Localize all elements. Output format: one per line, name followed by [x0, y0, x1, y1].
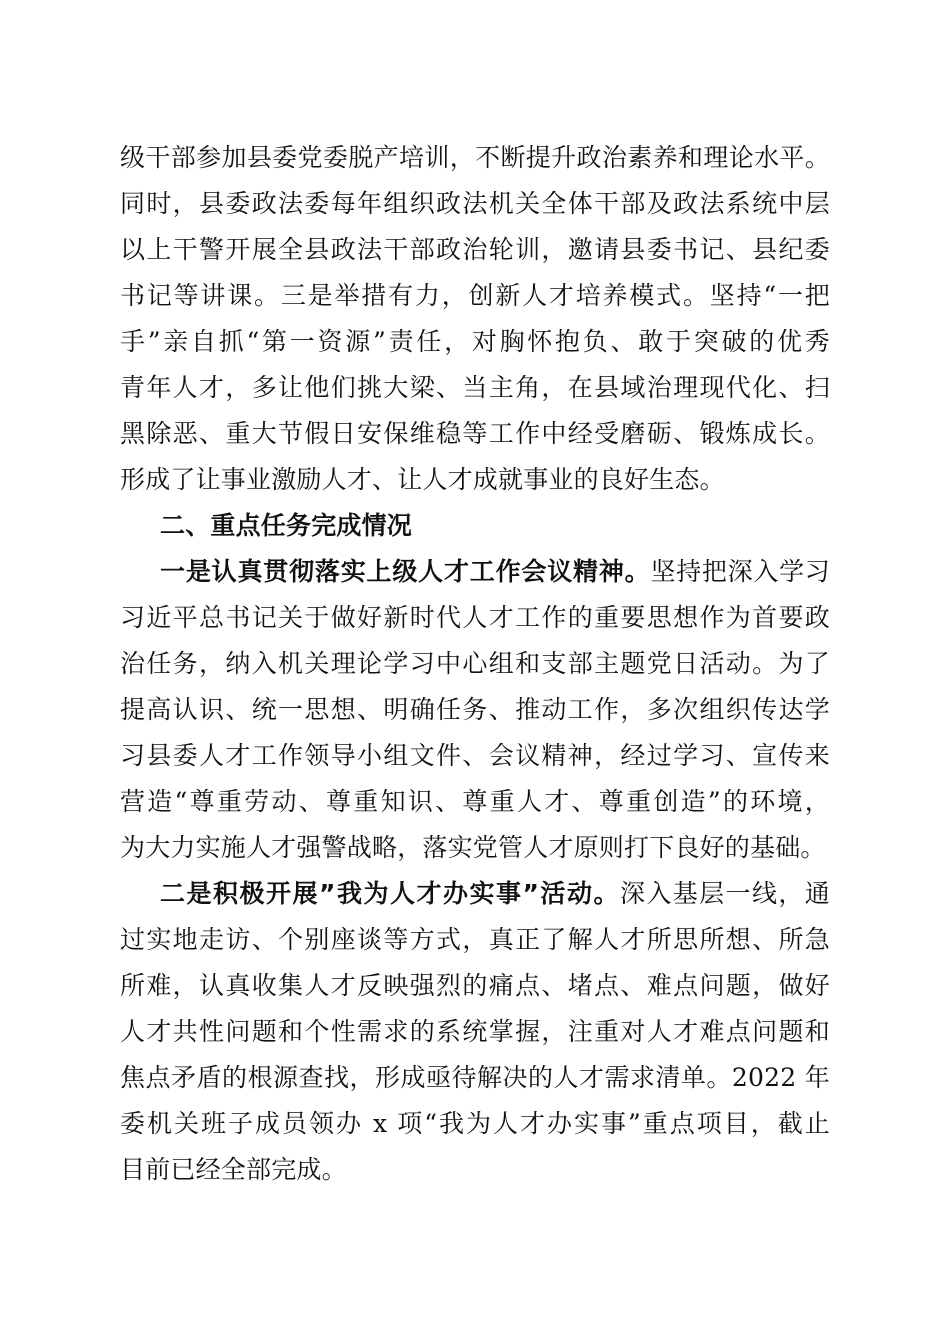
text-line: 形成了让事业激励人才、让人才成就事业的良好生态。 — [120, 465, 725, 494]
text-line: 焦点矛盾的根源查找，形成亟待解决的人才需求清单。2022 年 — [120, 1063, 830, 1092]
text-line: 习近平总书记关于做好新时代人才工作的重要思想作为首要政 — [120, 603, 830, 632]
text-line: 所难，认真收集人才反映强烈的痛点、堵点、难点问题，做好 — [120, 971, 830, 1000]
text-line: 黑除恶、重大节假日安保维稳等工作中经受磨砺、锻炼成长。 — [120, 419, 830, 448]
text-line: 人才共性问题和个性需求的系统掌握，注重对人才难点问题和 — [120, 1017, 830, 1046]
paragraph-task-2 — [120, 871, 830, 1193]
section-heading: 二、重点任务完成情况 — [160, 511, 413, 540]
text-rest: 坚持把深入学习 — [650, 557, 830, 586]
document-body — [120, 135, 830, 1193]
text-line: 为大力实施人才强警战略，落实党管人才原则打下良好的基础。 — [120, 833, 826, 862]
text-line-first — [120, 549, 830, 595]
text-line: 级干部参加县委党委脱产培训，不断提升政治素养和理论水平。 — [120, 143, 830, 172]
bold-lead: 一是认真贯彻落实上级人才工作会议精神。 — [160, 557, 651, 586]
text-line: 营造“尊重劳动、尊重知识、尊重人才、尊重创造”的环境， — [120, 787, 830, 816]
text-line: 治任务，纳入机关理论学习中心组和支部主题党日活动。为了 — [120, 649, 830, 678]
text-line: 提高认识、统一思想、明确任务、推动工作，多次组织传达学 — [120, 695, 830, 724]
text-line: 过实地走访、个别座谈等方式，真正了解人才所思所想、所急 — [120, 925, 830, 954]
text-line: 书记等讲课。三是举措有力，创新人才培养模式。坚持“一把 — [120, 281, 830, 310]
text-line: 委机关班子成员领办 x 项“我为人才办实事”重点项目，截止 — [120, 1109, 830, 1138]
paragraph-continuation — [120, 135, 830, 503]
text-rest: 深入基层一线，通 — [619, 879, 830, 908]
bold-lead: 二是积极开展”我为人才办实事”活动。 — [160, 879, 620, 908]
text-line: 同时，县委政法委每年组织政法机关全体干部及政法系统中层 — [120, 189, 830, 218]
paragraph-task-1 — [120, 549, 830, 871]
text-line-first — [120, 871, 830, 917]
text-line: 目前已经全部完成。 — [120, 1155, 347, 1184]
text-line: 手”亲自抓“第一资源”责任，对胸怀抱负、敢于突破的优秀 — [120, 327, 830, 356]
text-line: 青年人才，多让他们挑大梁、当主角，在县域治理现代化、扫 — [120, 373, 830, 402]
text-line: 习县委人才工作领导小组文件、会议精神，经过学习、宣传来 — [120, 741, 830, 770]
text-line: 以上干警开展全县政法干部政治轮训，邀请县委书记、县纪委 — [120, 235, 830, 264]
